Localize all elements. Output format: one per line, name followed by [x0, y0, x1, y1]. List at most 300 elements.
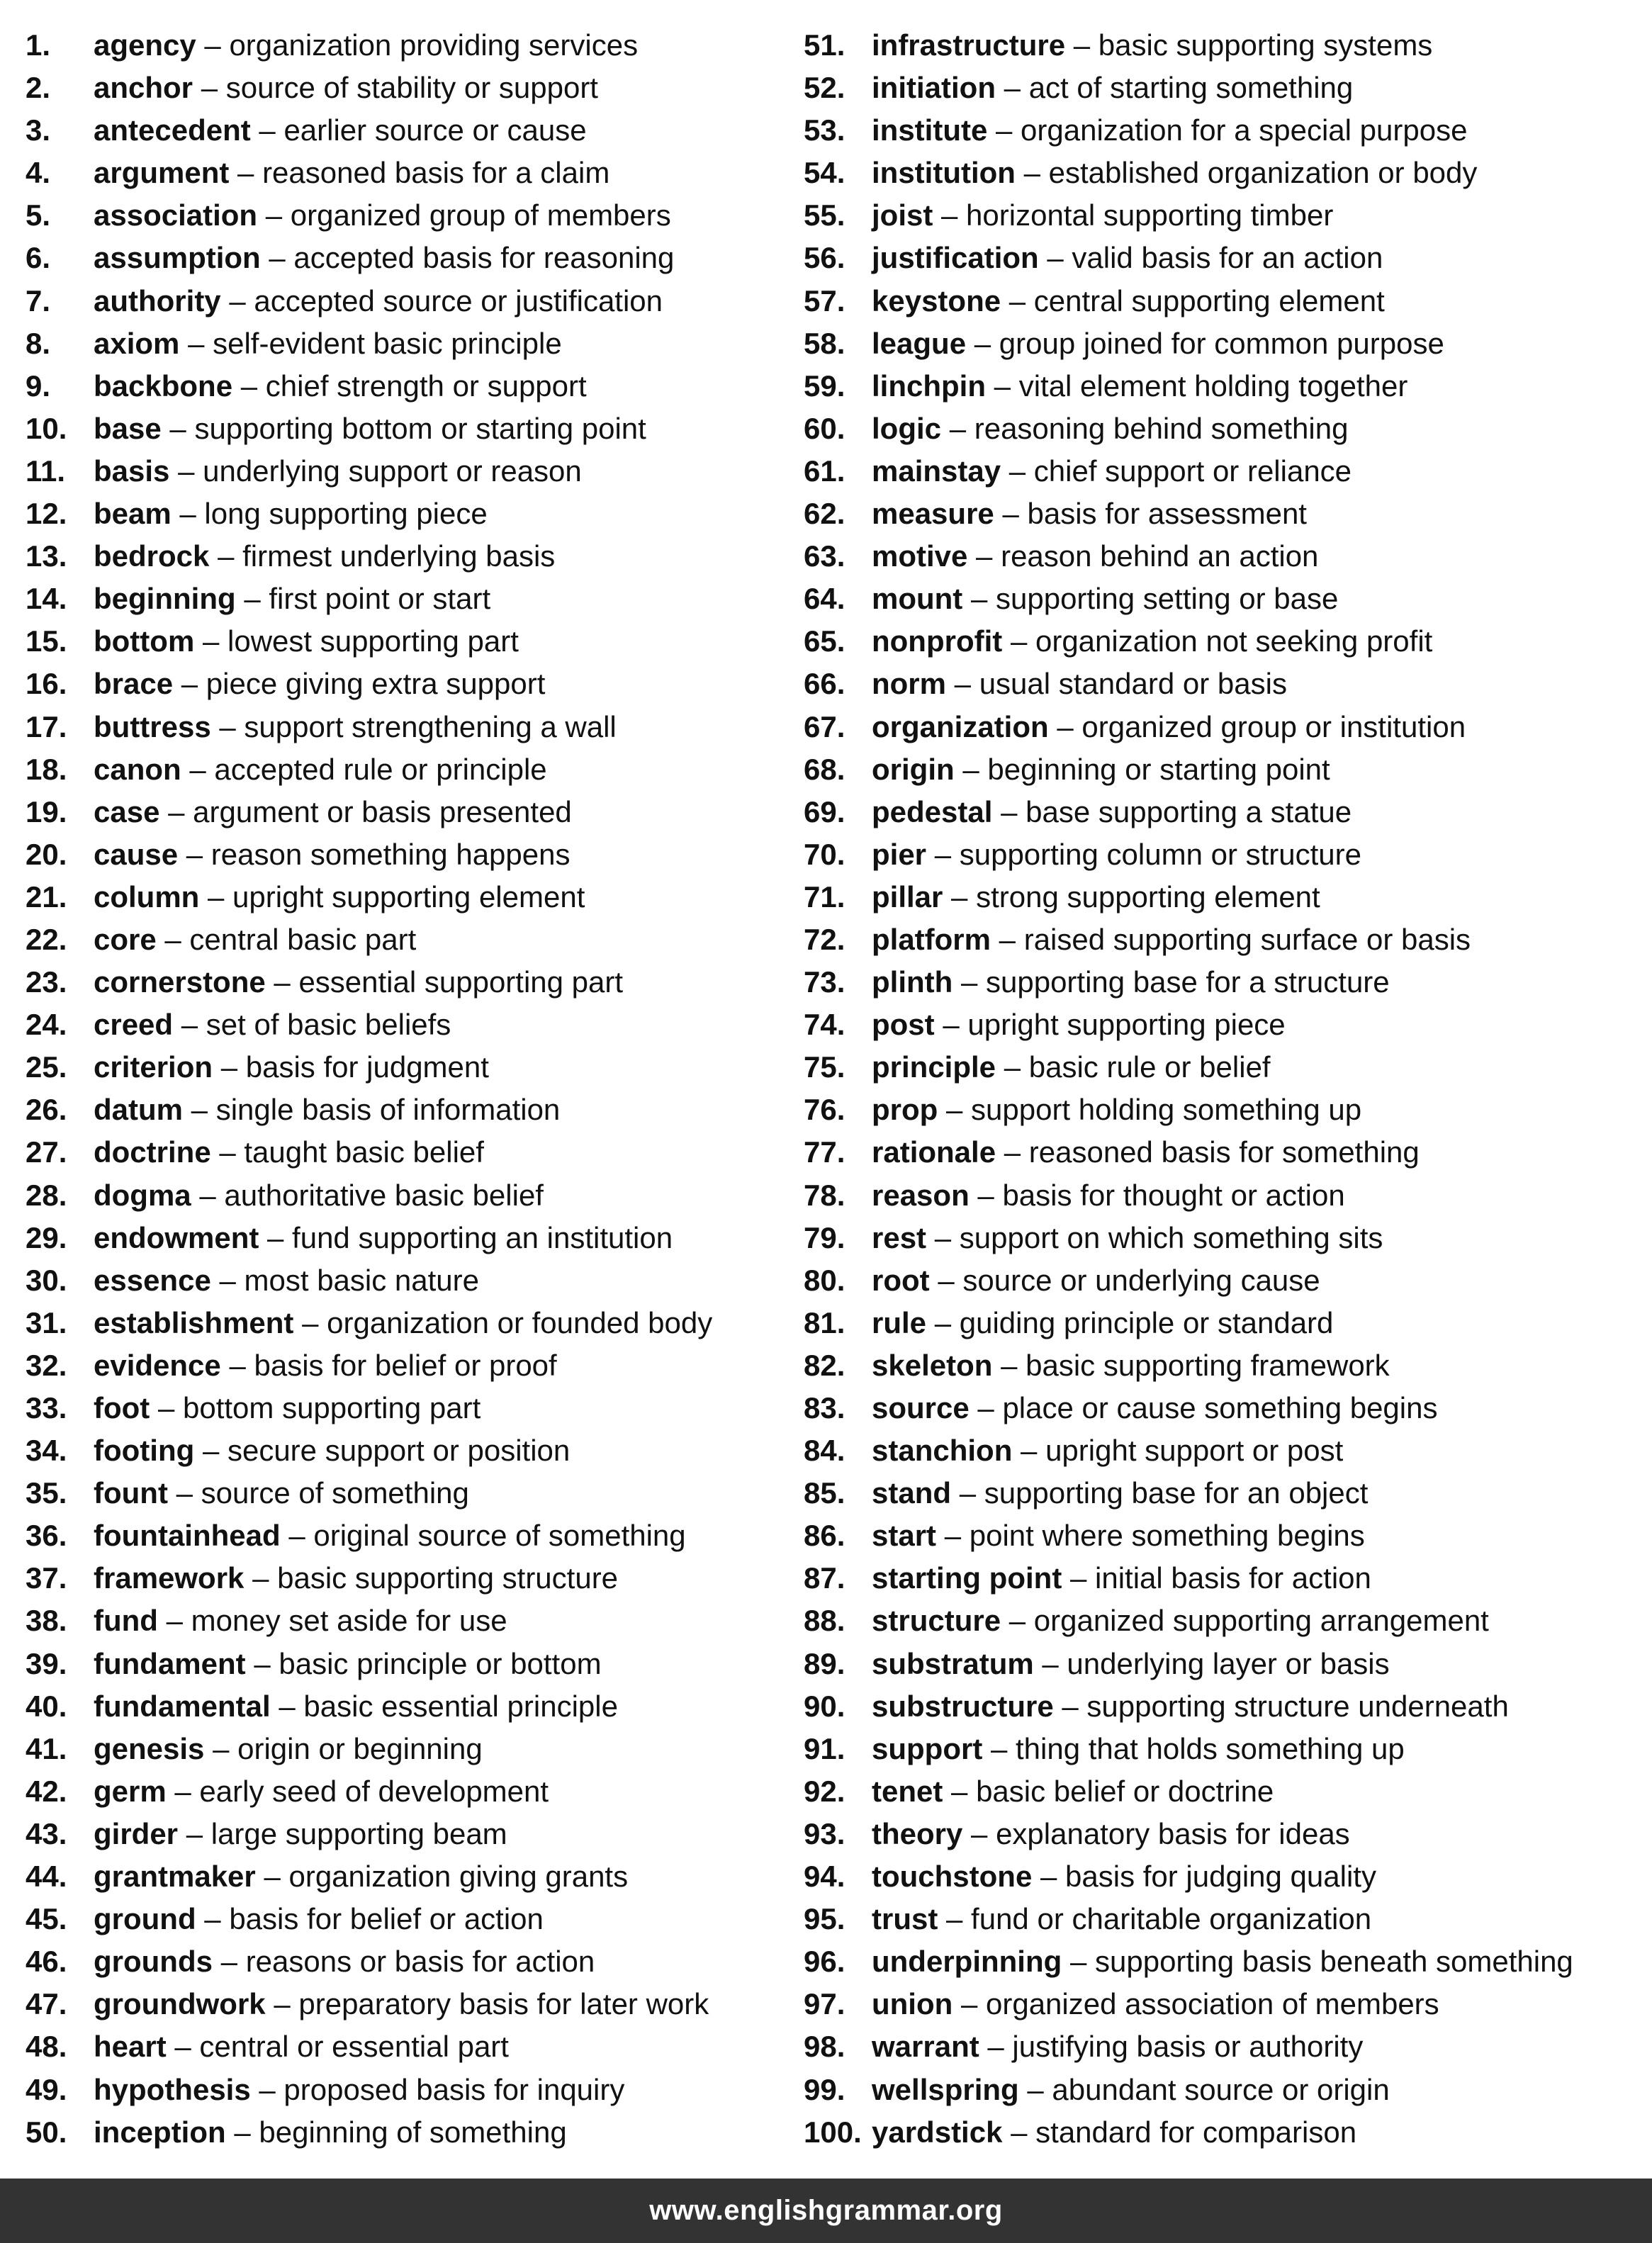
item-separator: –	[181, 1008, 198, 1042]
item-separator: –	[174, 1774, 191, 1808]
item-number: 21.	[26, 879, 67, 913]
item-text	[872, 1344, 1390, 1387]
item-separator: –	[1069, 1561, 1087, 1595]
item-number: 60.	[804, 411, 845, 445]
item-word: origin	[872, 752, 955, 786]
item-text	[94, 1557, 618, 1600]
item-word: ground	[94, 1902, 196, 1936]
item-number: 19.	[26, 794, 67, 828]
item-number: 89.	[804, 1646, 845, 1680]
item-number: 100.	[804, 2115, 862, 2149]
item-separator: –	[1001, 1348, 1018, 1382]
item-word: grounds	[94, 1945, 213, 1979]
item-separator: –	[949, 411, 967, 445]
item-number: 48.	[26, 2030, 67, 2064]
item-text	[872, 1983, 1439, 2025]
item-definition: accepted rule or principle	[214, 752, 547, 786]
item-definition: beginning or starting point	[987, 752, 1330, 786]
item-word: mainstay	[872, 454, 1001, 488]
item-number: 84.	[804, 1434, 845, 1468]
list-item	[804, 1600, 1640, 1642]
item-text	[872, 1898, 1371, 1940]
item-definition: organized supporting arrangement	[1033, 1604, 1489, 1638]
item-separator: –	[934, 837, 952, 871]
list-item	[26, 2111, 777, 2154]
item-number: 53.	[804, 113, 845, 147]
item-text	[872, 578, 1338, 620]
item-separator: –	[934, 1305, 952, 1339]
item-word: touchstone	[872, 1860, 1033, 1894]
item-number: 70.	[804, 837, 845, 871]
item-definition: vital element holding together	[1018, 369, 1408, 403]
item-number: 58.	[804, 326, 845, 360]
item-separator: –	[945, 1093, 963, 1127]
item-number: 20.	[26, 837, 67, 871]
item-text	[872, 109, 1467, 152]
item-word: trust	[872, 1902, 938, 1936]
item-separator: –	[971, 1816, 988, 1850]
footer-bar	[0, 2179, 1652, 2243]
list-item	[26, 322, 777, 365]
item-separator: –	[191, 1093, 208, 1127]
item-definition: large supporting beam	[210, 1816, 507, 1850]
list-item	[26, 1770, 777, 1813]
item-word: agency	[94, 28, 196, 62]
item-definition: basic essential principle	[303, 1689, 618, 1723]
item-word: post	[872, 1008, 935, 1042]
list-item	[804, 1770, 1640, 1813]
item-number: 25.	[26, 1050, 67, 1084]
item-number: 52.	[804, 71, 845, 105]
list-item	[804, 1685, 1640, 1728]
list-item	[26, 1898, 777, 1940]
item-number: 42.	[26, 1774, 67, 1808]
list-item	[804, 961, 1640, 1004]
item-separator: –	[220, 1050, 238, 1084]
item-definition: piece giving extra support	[206, 667, 546, 701]
item-number: 66.	[804, 667, 845, 701]
item-number: 31.	[26, 1305, 67, 1339]
list-item	[26, 407, 777, 450]
item-definition: justifying basis or authority	[1012, 2030, 1364, 2064]
item-number: 81.	[804, 1305, 845, 1339]
list-item	[804, 620, 1640, 663]
item-word: column	[94, 879, 200, 913]
list-item	[804, 1472, 1640, 1514]
item-word: rationale	[872, 1135, 996, 1169]
item-text	[94, 1302, 712, 1344]
item-word: source	[872, 1391, 970, 1424]
item-number: 17.	[26, 709, 67, 743]
item-text	[94, 1813, 507, 1855]
item-separator: –	[218, 539, 235, 573]
item-number: 65.	[804, 624, 845, 658]
item-separator: –	[157, 1391, 175, 1424]
item-word: assumption	[94, 241, 261, 275]
item-definition: organized group of members	[290, 198, 671, 232]
item-word: motive	[872, 539, 968, 573]
item-word: girder	[94, 1816, 179, 1850]
item-word: basis	[94, 454, 170, 488]
item-definition: organization providing services	[229, 28, 639, 62]
item-separator: –	[179, 497, 196, 531]
item-number: 40.	[26, 1689, 67, 1723]
item-separator: –	[219, 1263, 236, 1297]
item-number: 96.	[804, 1945, 845, 1979]
list-item	[804, 2111, 1640, 2154]
item-number: 77.	[804, 1135, 845, 1169]
item-number: 33.	[26, 1391, 67, 1424]
item-separator: –	[1057, 709, 1074, 743]
item-number: 57.	[804, 283, 845, 317]
item-definition: organization giving grants	[288, 1860, 629, 1894]
item-definition: supporting column or structure	[959, 837, 1362, 871]
list-item	[26, 109, 777, 152]
item-separator: –	[1002, 497, 1019, 531]
item-number: 43.	[26, 1816, 67, 1850]
item-word: axiom	[94, 326, 180, 360]
list-item	[804, 1898, 1640, 1940]
list-item	[26, 620, 777, 663]
item-word: fount	[94, 1476, 168, 1510]
item-definition: central or essential part	[199, 2030, 509, 2064]
item-number: 35.	[26, 1476, 67, 1510]
item-number: 50.	[26, 2115, 67, 2149]
list-item	[804, 1514, 1640, 1557]
item-number: 2.	[26, 71, 51, 105]
item-word: evidence	[94, 1348, 221, 1382]
item-definition: chief support or reliance	[1033, 454, 1352, 488]
item-word: keystone	[872, 283, 1001, 317]
item-definition: supporting base for an object	[984, 1476, 1369, 1510]
item-word: mount	[872, 582, 963, 616]
item-number: 36.	[26, 1519, 67, 1553]
item-word: institution	[872, 156, 1016, 190]
list-item	[804, 1813, 1640, 1855]
item-definition: support strengthening a wall	[244, 709, 617, 743]
item-number: 78.	[804, 1178, 845, 1212]
list-item	[804, 24, 1640, 67]
item-word: substratum	[872, 1646, 1034, 1680]
item-text	[94, 2069, 624, 2111]
item-word: fountainhead	[94, 1519, 281, 1553]
list-item	[26, 833, 777, 876]
item-definition: base supporting a statue	[1026, 794, 1352, 828]
list-item	[804, 1344, 1640, 1387]
item-separator: –	[199, 1178, 216, 1212]
item-separator: –	[178, 454, 195, 488]
item-text	[872, 535, 1318, 578]
item-number: 73.	[804, 965, 845, 999]
item-word: joist	[872, 198, 933, 232]
item-separator: –	[954, 667, 972, 701]
item-definition: established organization or body	[1048, 156, 1478, 190]
item-separator: –	[279, 1689, 296, 1723]
list-item	[26, 918, 777, 961]
item-separator: –	[951, 879, 968, 913]
item-word: stand	[872, 1476, 952, 1510]
item-word: stanchion	[872, 1434, 1013, 1468]
item-number: 18.	[26, 752, 67, 786]
item-number: 67.	[804, 709, 845, 743]
item-number: 44.	[26, 1860, 67, 1894]
item-separator: –	[265, 198, 283, 232]
item-separator: –	[202, 624, 220, 658]
item-text	[872, 1557, 1371, 1600]
list-item	[804, 1174, 1640, 1217]
item-separator: –	[1001, 794, 1018, 828]
item-word: measure	[872, 497, 994, 531]
item-definition: basic rule or belief	[1028, 1050, 1271, 1084]
item-number: 71.	[804, 879, 845, 913]
item-number: 99.	[804, 2072, 845, 2106]
item-word: bottom	[94, 624, 195, 658]
item-text	[872, 876, 1320, 918]
item-separator: –	[977, 1391, 994, 1424]
item-word: start	[872, 1519, 937, 1553]
item-definition: upright supporting piece	[967, 1008, 1286, 1042]
item-definition: reason behind an action	[1001, 539, 1319, 573]
item-word: essence	[94, 1263, 211, 1297]
list-item	[26, 1940, 777, 1983]
item-text	[872, 67, 1353, 109]
list-item	[804, 322, 1640, 365]
item-definition: single basis of information	[215, 1093, 561, 1127]
item-definition: reasoned basis for a claim	[262, 156, 610, 190]
list-item	[804, 237, 1640, 279]
item-separator: –	[941, 198, 958, 232]
item-separator: –	[1062, 1689, 1079, 1723]
item-definition: money set aside for use	[191, 1604, 507, 1638]
list-item	[26, 1813, 777, 1855]
item-definition: basis for belief or proof	[254, 1348, 557, 1382]
item-definition: basis for judging quality	[1065, 1860, 1376, 1894]
item-number: 9.	[26, 369, 51, 403]
item-text	[872, 1387, 1437, 1429]
item-definition: support holding something up	[971, 1093, 1362, 1127]
item-definition: basis for thought or action	[1002, 1178, 1345, 1212]
item-text	[94, 961, 623, 1004]
list-item	[804, 1387, 1640, 1429]
item-text	[94, 833, 570, 876]
item-number: 68.	[804, 752, 845, 786]
list-item	[804, 407, 1640, 450]
item-separator: –	[1047, 241, 1064, 275]
item-separator: –	[274, 1987, 291, 2021]
item-separator: –	[944, 1519, 962, 1553]
list-item	[804, 706, 1640, 748]
item-number: 51.	[804, 28, 845, 62]
item-separator: –	[1011, 2115, 1028, 2149]
item-separator: –	[938, 1263, 955, 1297]
item-definition: usual standard or basis	[979, 667, 1287, 701]
item-definition: beginning of something	[259, 2115, 567, 2149]
item-definition: act of starting something	[1028, 71, 1354, 105]
item-word: datum	[94, 1093, 183, 1127]
item-text	[872, 1174, 1345, 1217]
item-separator: –	[237, 156, 254, 190]
list-item	[804, 1302, 1640, 1344]
item-number: 80.	[804, 1263, 845, 1297]
item-text	[94, 365, 587, 407]
item-word: foot	[94, 1391, 150, 1424]
item-word: union	[872, 1987, 953, 2021]
item-separator: –	[960, 965, 978, 999]
item-number: 90.	[804, 1689, 845, 1723]
item-word: endowment	[94, 1220, 259, 1254]
item-number: 86.	[804, 1519, 845, 1553]
item-text	[872, 152, 1477, 194]
item-separator: –	[201, 71, 218, 105]
item-separator: –	[166, 1604, 183, 1638]
item-word: cause	[94, 837, 179, 871]
item-number: 38.	[26, 1604, 67, 1638]
item-separator: –	[946, 1902, 963, 1936]
item-text	[872, 663, 1287, 705]
item-text	[872, 1813, 1350, 1855]
item-separator: –	[229, 283, 246, 317]
item-definition: bottom supporting part	[183, 1391, 481, 1424]
item-word: canon	[94, 752, 181, 786]
item-definition: upright supporting element	[232, 879, 585, 913]
item-word: doctrine	[94, 1135, 211, 1169]
item-word: skeleton	[872, 1348, 993, 1382]
item-separator: –	[996, 113, 1013, 147]
item-number: 24.	[26, 1008, 67, 1042]
item-text	[94, 706, 617, 748]
item-text	[872, 1089, 1361, 1131]
item-text	[872, 2025, 1363, 2068]
item-number: 91.	[804, 1731, 845, 1765]
item-word: justification	[872, 241, 1039, 275]
item-word: pier	[872, 837, 927, 871]
item-separator: –	[1027, 2072, 1044, 2106]
item-number: 1.	[26, 28, 51, 62]
item-word: pillar	[872, 879, 943, 913]
item-definition: underlying layer or basis	[1067, 1646, 1390, 1680]
item-word: backbone	[94, 369, 233, 403]
item-definition: central supporting element	[1033, 283, 1385, 317]
item-definition: basic principle or bottom	[279, 1646, 602, 1680]
item-definition: basis for assessment	[1027, 497, 1307, 531]
item-definition: source or underlying cause	[962, 1263, 1320, 1297]
list-item	[26, 493, 777, 535]
item-word: core	[94, 922, 157, 956]
item-text	[94, 1940, 595, 1983]
item-text	[94, 152, 609, 194]
item-word: norm	[872, 667, 946, 701]
list-item	[26, 1387, 777, 1429]
list-item	[26, 961, 777, 1004]
item-word: wellspring	[872, 2072, 1019, 2106]
item-definition: raised supporting surface or basis	[1023, 922, 1471, 956]
list-item	[26, 152, 777, 194]
list-item	[804, 194, 1640, 237]
item-text	[94, 1514, 686, 1557]
list-item	[804, 1089, 1640, 1131]
item-text	[94, 1600, 507, 1642]
list-item	[26, 450, 777, 493]
item-definition: organized association of members	[986, 1987, 1439, 2021]
item-definition: abundant source or origin	[1052, 2072, 1390, 2106]
item-definition: explanatory basis for ideas	[996, 1816, 1350, 1850]
item-word: fundament	[94, 1646, 246, 1680]
item-separator: –	[240, 369, 258, 403]
item-definition: source of something	[201, 1476, 469, 1510]
item-number: 82.	[804, 1348, 845, 1382]
item-number: 8.	[26, 326, 51, 360]
item-word: inception	[94, 2115, 226, 2149]
item-word: case	[94, 794, 160, 828]
item-number: 88.	[804, 1604, 845, 1638]
item-separator: –	[259, 2072, 276, 2106]
item-definition: underlying support or reason	[203, 454, 582, 488]
item-definition: basic belief or doctrine	[976, 1774, 1274, 1808]
list-item	[804, 1046, 1640, 1089]
item-definition: strong supporting element	[976, 879, 1320, 913]
item-text	[94, 1344, 557, 1387]
item-text	[94, 918, 416, 961]
item-text	[94, 67, 598, 109]
list-item	[26, 1643, 777, 1685]
item-definition: organization for a special purpose	[1021, 113, 1468, 147]
list-item	[26, 194, 777, 237]
list-item	[26, 1600, 777, 1642]
item-word: association	[94, 198, 258, 232]
item-number: 83.	[804, 1391, 845, 1424]
item-text	[872, 194, 1333, 237]
list-item	[26, 1557, 777, 1600]
list-item	[26, 280, 777, 322]
item-separator: –	[204, 28, 221, 62]
item-definition: reasoning behind something	[974, 411, 1349, 445]
item-definition: reasons or basis for action	[245, 1945, 595, 1979]
item-text	[94, 322, 562, 365]
item-number: 72.	[804, 922, 845, 956]
item-separator: –	[181, 667, 198, 701]
item-number: 94.	[804, 1860, 845, 1894]
item-number: 92.	[804, 1774, 845, 1808]
item-text	[872, 1259, 1320, 1302]
item-number: 75.	[804, 1050, 845, 1084]
item-definition: source of stability or support	[225, 71, 598, 105]
list-item	[804, 1983, 1640, 2025]
item-definition: reasoned basis for something	[1028, 1135, 1420, 1169]
item-text	[872, 2111, 1356, 2154]
item-word: institute	[872, 113, 988, 147]
list-item	[804, 1855, 1640, 1898]
list-item	[26, 1259, 777, 1302]
item-text	[94, 280, 663, 322]
item-definition: self-evident basic principle	[213, 326, 562, 360]
item-separator: –	[943, 1008, 960, 1042]
item-number: 47.	[26, 1987, 67, 2021]
item-text	[872, 791, 1352, 833]
item-separator: –	[1004, 1050, 1021, 1084]
list-item	[26, 1728, 777, 1770]
item-word: fundamental	[94, 1689, 271, 1723]
item-separator: –	[1008, 283, 1026, 317]
item-separator: –	[164, 922, 181, 956]
item-definition: organization or founded body	[327, 1305, 713, 1339]
item-text	[872, 365, 1407, 407]
footer-website-link[interactable]: www.englishgrammar.org	[649, 2195, 1003, 2226]
item-definition: taught basic belief	[244, 1135, 484, 1169]
list-item	[804, 1429, 1640, 1472]
item-definition: basic supporting structure	[277, 1561, 619, 1595]
item-number: 26.	[26, 1093, 67, 1127]
item-number: 45.	[26, 1902, 67, 1936]
